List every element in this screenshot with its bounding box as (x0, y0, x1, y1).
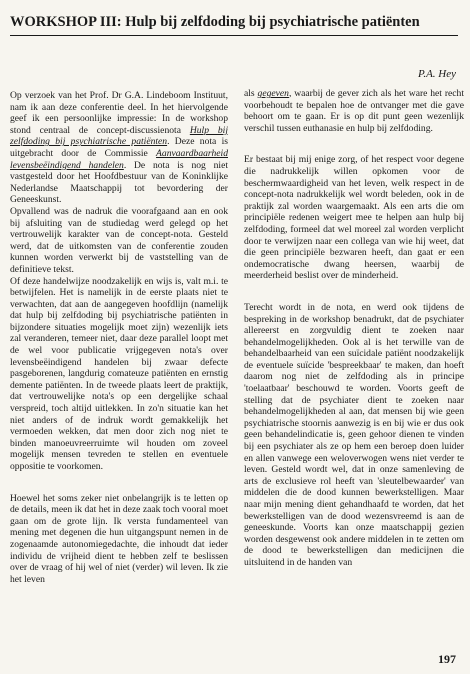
text-run: , waarbij de gever zich als het ware het recht voorbehoudt te bepalen hoe de ontvanger met die gave behoort om te gaan. Er is op dit punt geen wezenlijk verschil tussen euthanasie en hulp bij zelfdoding. (244, 88, 464, 134)
page-number: 197 (438, 652, 456, 666)
paragraph-intro (10, 90, 228, 206)
paragraph-procedure: Of deze handelwijze noodzakelijk en wijs is, valt m.i. te betwijfelen. Het is namelijk in de eerste plaats niet te verwachten, dat aan de aangegeven hoofdlijn (namelijk dat hulp bij zelfdoding bij psychiatrische patiënten in bijzondere situaties mogelijk moet zijn) wezenlijk iets zal veranderen, temeer niet, daar deze parallel loopt met de wel voor publicatie vrijgegeven nota's over levensbeëindigend handelen bij zwaar defecte pasgeborenen, langdurig comateuze patiënten en ernstig demente patiënten. In de tweede plaats leert de praktijk, dat vertrouwelijke nota's op een dergelijke schaal verspreid, toch altijd uitlekken. In zo'n situatie kan het niet anders of de indruk wordt gemakkelijk het vermoeden wekken, dat men door zich nog niet te binden manoeuvreerruimte wil houden om zoveel mogelijk mensen tevreden te stellen en eventuele oppositie te voorkomen. (10, 275, 228, 472)
author-name: P.A. Hey (418, 68, 456, 80)
paragraph-treatment: Terecht wordt in de nota, en werd ook tijdens de bespreking in de workshop benadrukt, dat de psychiater allereerst en zorgvuldig dient te zoeken naar behandelmogelijkheden. Ook al is het terwille van de behandelbaarheid van een suïcidale patiënt noodzakelijk de eventuele suïcide 'bespreekbaar' te maken, dan hoeft daarom nog niet de zelfdoding als in principe 'toelaatbaar' beschouwd te worden. Voorts geeft de stelling dat de psychiater dient te zoeken naar behandelmogelijkheden al aan, dat mensen bij wie geen psychiatrische stoornis aanwezig is en bij wie er dus ook geen behandelindicatie is, geen gehoor dienen te vinden bij een psychiater als ze op hem een beroep doen luider en allen vanwege een weloverwogen wens niet verder te leven. Gesteld wordt wel, dat in onze samenleving de arts de exclusieve rol heeft van 'sleutelbewaarder' van middelen die de dood kunnen bewerkstelligen. Maar naar mijn mening dient gehandhaafd te worden, dat het bewerkstelligen van de dood wezensvreemd is aan de geneeskunde. Voorts kan onze maatschappij gezien worden desgewenst ook andere middelen in te zetten om de dood te bewerkstelligen dan medicijnen die uitsluitend in de handen van (244, 301, 464, 568)
article-title: WORKSHOP III: Hulp bij zelfdoding bij psychiatrische patiënten (10, 14, 420, 30)
paragraph-concern: Er bestaat bij mij enige zorg, of het respect voor degene die nadrukkelijk willen opkomen voor de beschermwaardigheid van het leven, welk respect in de concept-nota nadrukkelijk wel wordt beleden, ook in de praktijk zal worden waargemaakt. Als een arts die om principiële redenen weigert mee te helpen aan hulp bij zelfdoding, formeel dat wel moreel zal worden verplicht door te verwijzen naar een collega van wie hij weet, dat die geen principiële bezwaren heeft, dan gaat er een ondemocratische dwang heersen, waarbij de meerderheid beslist over de minderheid. (244, 154, 464, 282)
paragraph-confidential: Opvallend was de nadruk die voorafgaand aan en ook bij afsluiting van de studiedag werd gelegd op het vertrouwelijk karakter van de concept-nota. Gesteld werd, dat de uitkomsten van de conferentie zouden kunnen worden verwerkt bij de vaststelling van de definitieve tekst. (10, 205, 228, 275)
text-run: als (244, 88, 258, 99)
nota-title-emphasis: Hulp bij zelfdoding bij psychiatrische patiënten (10, 124, 229, 148)
gift-emphasis: gegeven (257, 88, 289, 99)
paragraph-gift (244, 88, 464, 134)
left-column (10, 90, 228, 585)
right-column (244, 88, 464, 569)
paragraph-principle: Hoewel het soms zeker niet onbelangrijk is te letten op de details, meen ik dat het in deze zaak toch vooral moet gaan om de grote lijn. Ik versta fundamenteel van mening met degenen die hun uitgangspunt nemen in de zogenaamde autonomiegedachte, die inhoudt dat ieder individu de vrijheid dient te hebben zelf te beslissen over de vraag of hij wel of niet (verder) wil leven. Ik zie het leven (10, 492, 228, 585)
text-run: . Deze nota is uitgebracht door de Commissie (10, 136, 228, 159)
text-run: . De nota is nog niet vastgesteld door het Hoofdbestuur van de Koninklijke Nederlandse Maatschappij tot bevordering der Geneeskunst. (10, 159, 228, 206)
commission-name-emphasis: Aanvaardbaarheid levensbeëindigend handelen (10, 147, 228, 171)
title-rule (10, 35, 458, 36)
text-run: Op verzoek van het Prof. Dr G.A. Lindeboom Instituut, nam ik aan deze conferentie deel. In het hiervolgende geef ik een persoonlijke impressie: In de workshop stond centraal de concept-discussienota (10, 90, 228, 136)
